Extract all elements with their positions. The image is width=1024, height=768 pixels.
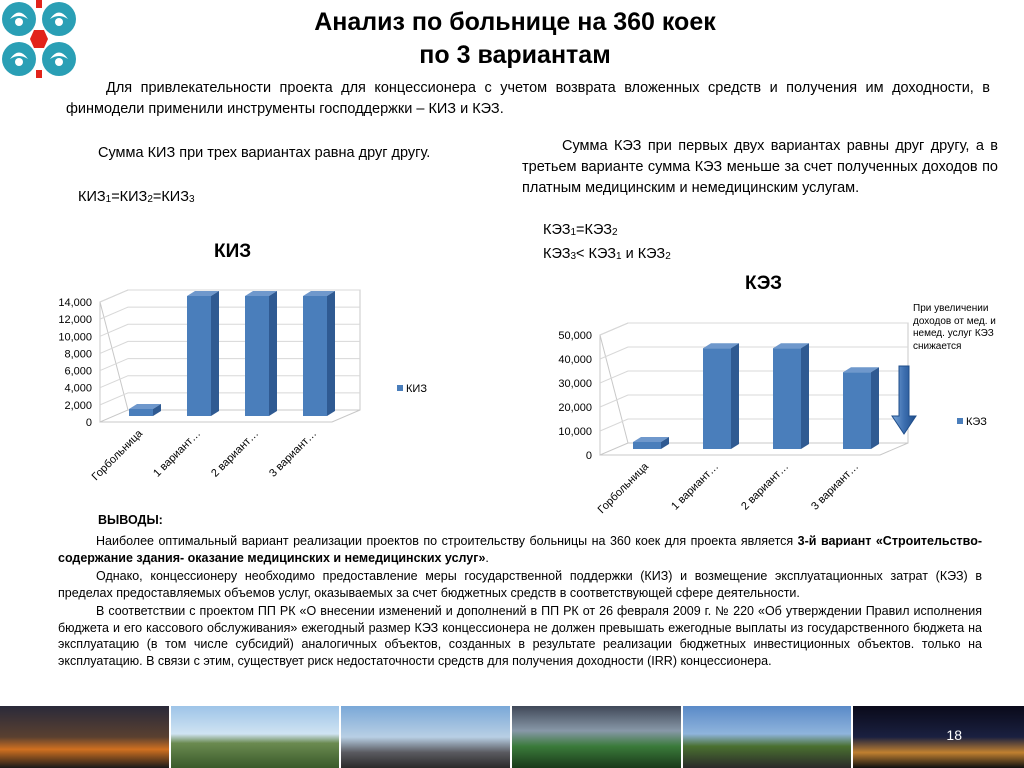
kez-chart-note: При увеличении доходов от мед. и немед. услуг КЭЗ снижается [913,303,996,352]
y-tick-label: 6,000 [64,365,92,378]
photo-industrial [341,706,510,768]
y-tick-label: 8,000 [64,348,92,361]
kez-formula-part: и КЭЗ [621,246,666,262]
page-title-line2: по 3 вариантам [419,41,611,69]
kez-formula-index: 2 [611,227,618,238]
conclusion-paragraph-3: В соответствии с проектом ПП РК «О внесении изменений и дополнений в ПП РК от 26 февраля 2009 г. № 220 «Об утверждении Правил исполнения бюджета и его кассового обслуживания» ежегодный размер КЭЗ концессионера не должен превышать ежегодные выплаты из государственного бюджета на эксплуатацию (в том числе субсидий) аналогичных объектов, созданных в результате реализации бюджетных инвестиционных объектов. только на эксплуатацию. В связи с этим, существует риск недостаточности средств для получения доходности (IRR) концессионера. [58,604,982,668]
bar [129,409,153,416]
bar-side [731,343,739,449]
bar [187,296,211,416]
x-category-label: 1 вариант… [151,427,204,480]
conclusion-end: . [485,550,489,565]
kez-formula-part: < КЭЗ [576,246,616,262]
y-tick-label: 12,000 [58,314,92,327]
legend-label: КЭЗ [966,416,987,428]
kiz-formula-index: 3 [188,194,195,205]
y-tick-label: 2,000 [64,399,92,412]
photo-stadium [512,706,681,768]
kez-formula-index: 1 [570,227,577,238]
kez-chart-title: КЭЗ [745,273,782,294]
bar-side [269,291,277,416]
footer-photo-strip [0,706,1024,768]
page-title-line1: Анализ по больнице на 360 коек [314,8,716,36]
x-category-label: 2 вариант… [739,460,792,513]
y-tick-label: 50,000 [558,330,592,342]
kiz-chart-title: КИЗ [214,241,252,262]
kez-formula-part: =КЭЗ [576,222,612,238]
kiz-formula-index: 2 [147,194,153,205]
x-category-label: Горбольница [89,427,146,484]
bar-side [871,367,879,449]
chart-gridline [600,347,908,359]
conclusions-body [58,533,982,671]
conclusion-paragraph-2: Однако, концессионеру необходимо предоставление меры государственной поддержки (КИЗ) и возмещение эксплуатационных затрат (КЭЗ) в пределах предоставляемых объемов услуг, оказываемых за счет бюджетных средств в соответствующей сфере деятельности. [58,569,982,600]
kez-formula-part: КЭЗ [543,222,571,238]
photo-highway-night [0,706,169,768]
chart-gridline [600,323,908,335]
kiz-formula-part: КИЗ [78,189,106,205]
bar-side [211,291,219,416]
kiz-formula-part: =КИЗ [152,189,189,205]
y-tick-label: 10,000 [58,331,92,344]
conclusion-text: Наиболее оптимальный вариант реализации проектов по строительству больницы на 360 коек для проекта является [96,534,798,548]
x-category-label: 3 вариант… [267,427,320,480]
kiz-chart [0,280,500,510]
bar [773,348,801,449]
y-tick-label: 10,000 [558,426,592,438]
conclusion-highlight: 3-й вариант «Строительство-содержание здания- оказание медицинских и немедицинских услуг» [58,534,983,565]
photo-city-night [853,706,1024,768]
conclusion-paragraph-1 [58,533,982,566]
x-category-label: 3 вариант… [809,460,862,513]
y-tick-label: 4,000 [64,382,92,395]
y-tick-label: 14,000 [58,297,92,309]
kiz-formula [78,189,195,205]
bar [843,372,871,449]
bar [303,296,327,416]
y-tick-label: 0 [85,417,92,429]
y-tick-label: 0 [585,450,592,462]
y-tick-label: 30,000 [558,378,592,390]
down-arrow-icon [891,366,917,436]
kiz-formula-part: =КИЗ [111,189,148,205]
ornament-logo [0,0,78,78]
bar [703,348,731,449]
kez-description: Сумма КЭЗ при первых двух вариантах равны друг другу, а в третьем варианте сумма КЭЗ меньше за счет полученных доходов по платным медицинским и немедицинским услугам. [522,138,998,196]
bar [633,442,661,449]
x-category-label: 1 вариант… [669,460,722,513]
photo-train [171,706,340,768]
slide-number: 18 [946,727,962,743]
y-tick-label: 40,000 [558,354,592,366]
y-tick-label: 20,000 [558,402,592,414]
bar [245,296,269,416]
x-category-label: Горбольница [595,460,652,517]
kez-formula-index: 2 [665,251,671,262]
kiz-formula-index: 1 [105,194,112,205]
kez-formula-index: 3 [570,251,577,262]
intro-paragraph: Для привлекательности проекта для концессионера с учетом возврата вложенных средств и получения им доходности, в финмодели применили инструменты господдержки – КИЗ и КЭЗ. [66,80,990,117]
legend-swatch [397,385,403,391]
bar-side [801,343,809,449]
kez-formula-2 [543,246,671,262]
kez-formula-part: КЭЗ [543,246,571,262]
photo-road [683,706,852,768]
kez-formula-index: 1 [616,251,622,262]
legend-label: КИЗ [406,383,427,395]
x-category-label: 2 вариант… [209,427,262,480]
conclusions-title: ВЫВОДЫ: [98,513,163,527]
kez-formula-1 [543,222,618,238]
bar-side [327,291,335,416]
legend-swatch [957,418,963,424]
kiz-description: Сумма КИЗ при трех вариантах равна друг другу. [98,145,431,161]
